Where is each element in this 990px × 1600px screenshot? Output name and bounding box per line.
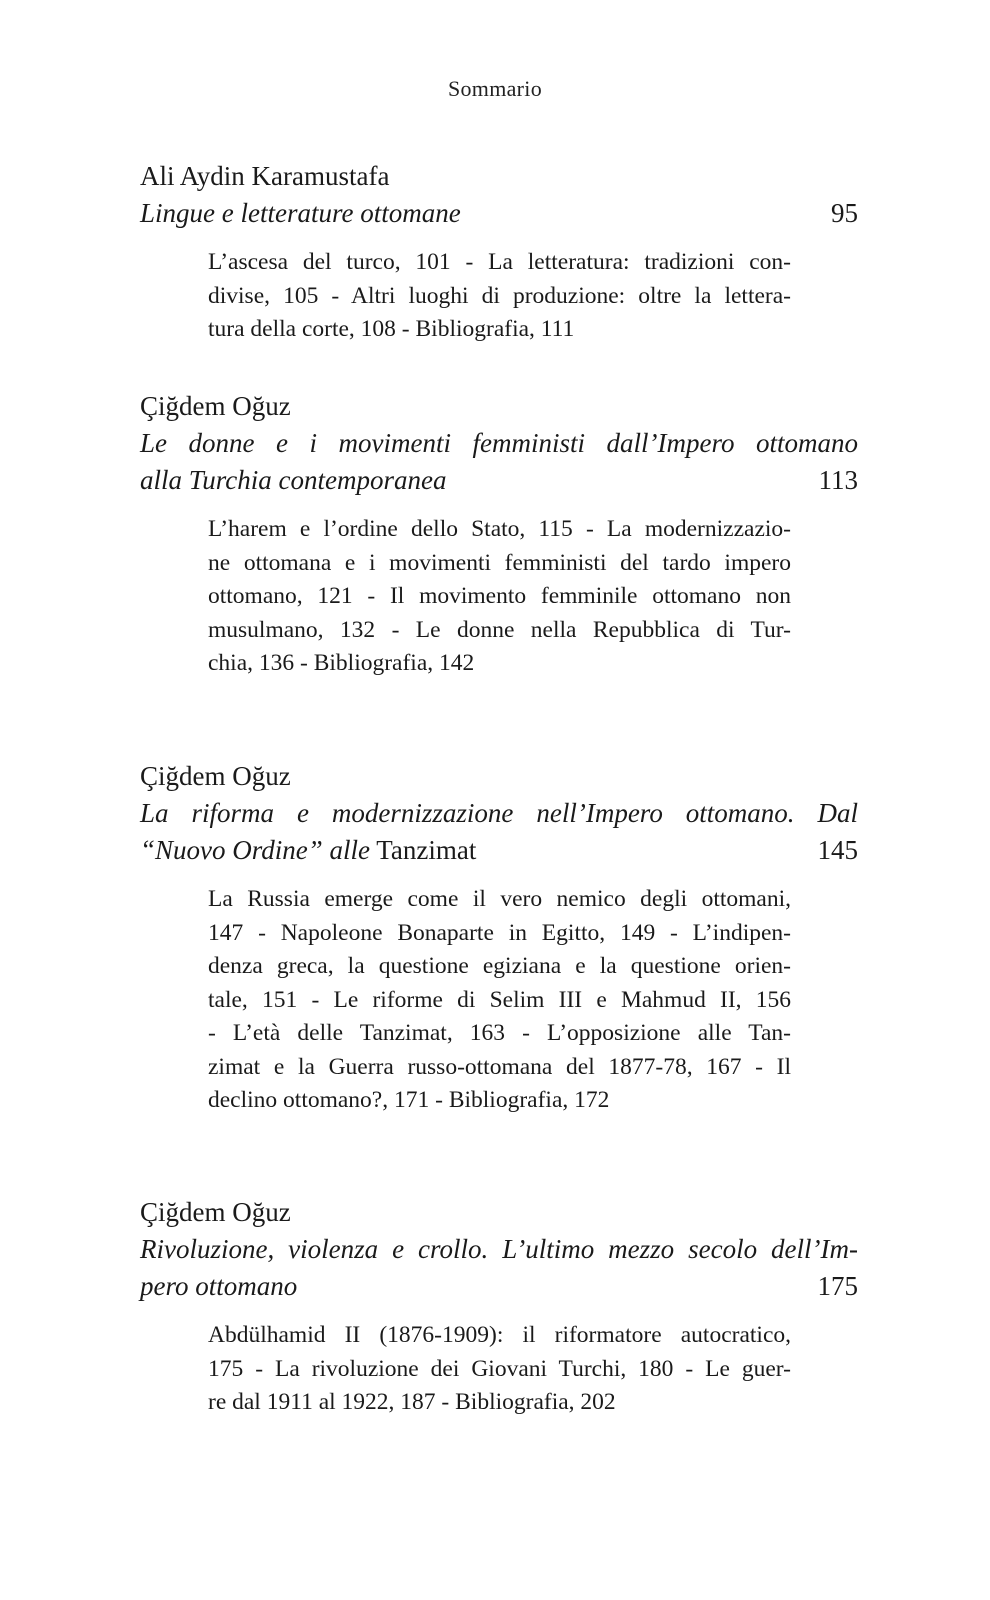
entry-title: alla Turchia contemporanea <box>140 465 447 495</box>
toc-entry <box>140 758 858 1118</box>
entry-page-number: 95 <box>831 198 858 228</box>
entry-title-line <box>140 795 858 832</box>
summary-line: divise, 105 - Altri luoghi di produzione: oltre la lettera- <box>208 282 791 309</box>
summary-line: tura della corte, 108 - Bibliografia, 111 <box>208 316 575 342</box>
entry-title: La riforma e modernizzazione nell’Impero ottomano. Dal <box>140 798 858 828</box>
entry-author: Çiğdem Oğuz <box>140 1197 291 1227</box>
summary-line: re dal 1911 al 1922, 187 - Bibliografia, 202 <box>208 1389 616 1415</box>
summary-line: 147 - Napoleone Bonaparte in Egitto, 149 - L’indipen- <box>208 919 791 946</box>
entry-title-line <box>140 1231 858 1268</box>
entry-page-number: 113 <box>818 465 858 495</box>
summary-line: ottomano, 121 - Il movimento femminile ottomano non <box>208 583 791 609</box>
summary-line: 175 - La rivoluzione dei Giovani Turchi, 180 - Le guer- <box>208 1355 791 1382</box>
summary-line: Abdülhamid II (1876-1909): il riformatore autocratico, <box>208 1322 791 1348</box>
summary-line: L’harem e l’ordine dello Stato, 115 - La modernizzazio- <box>208 516 791 542</box>
toc-entry <box>140 388 858 681</box>
summary-line: ne ottomana e i movimenti femministi del tardo impero <box>208 549 791 576</box>
toc-entry <box>140 1194 858 1420</box>
entry-title: pero ottomano <box>140 1271 298 1301</box>
summary-line: zimat e la Guerra russo-ottomana del 1877-78, 167 - Il <box>208 1053 791 1080</box>
entry-title-line <box>140 195 858 232</box>
entry-author: Çiğdem Oğuz <box>140 761 291 791</box>
entry-title-upright: Tanzimat <box>376 835 477 865</box>
entry-summary <box>208 246 791 347</box>
summary-line: declino ottomano?, 171 - Bibliografia, 172 <box>208 1087 610 1113</box>
entry-title: Le donne e i movimenti femministi dall’Impero ottomano <box>140 428 858 458</box>
entry-summary <box>208 513 791 681</box>
summary-line: chia, 136 - Bibliografia, 142 <box>208 650 475 676</box>
entry-title-line <box>140 462 858 499</box>
toc-entry <box>140 158 858 347</box>
entry-summary <box>208 883 791 1118</box>
entry-page-number: 145 <box>817 835 858 865</box>
entry-author: Çiğdem Oğuz <box>140 391 291 421</box>
entry-title: “Nuovo Ordine” alle <box>140 835 371 865</box>
summary-line: tale, 151 - Le riforme di Selim III e Mahmud II, 156 <box>208 986 791 1013</box>
entry-title: Lingue e letterature ottomane <box>140 198 461 228</box>
entry-author: Ali Aydin Karamustafa <box>140 161 390 191</box>
entry-summary <box>208 1319 791 1420</box>
summary-line: L’ascesa del turco, 101 - La letteratura: tradizioni con- <box>208 249 791 275</box>
summary-line: musulmano, 132 - Le donne nella Repubblica di Tur- <box>208 616 791 643</box>
running-head: Sommario <box>447 76 543 101</box>
entry-page-number: 175 <box>817 1271 858 1301</box>
entry-title-line <box>140 1268 858 1305</box>
entry-title-line <box>140 832 858 869</box>
summary-line: La Russia emerge come il vero nemico degli ottomani, <box>208 886 791 912</box>
summary-line: - L’età delle Tanzimat, 163 - L’opposizione alle Tan- <box>208 1020 791 1046</box>
summary-line: denza greca, la questione egiziana e la questione orien- <box>208 953 791 979</box>
entry-title: Rivoluzione, violenza e crollo. L’ultimo mezzo secolo dell’Im- <box>140 1234 858 1264</box>
entry-title-line <box>140 425 858 462</box>
